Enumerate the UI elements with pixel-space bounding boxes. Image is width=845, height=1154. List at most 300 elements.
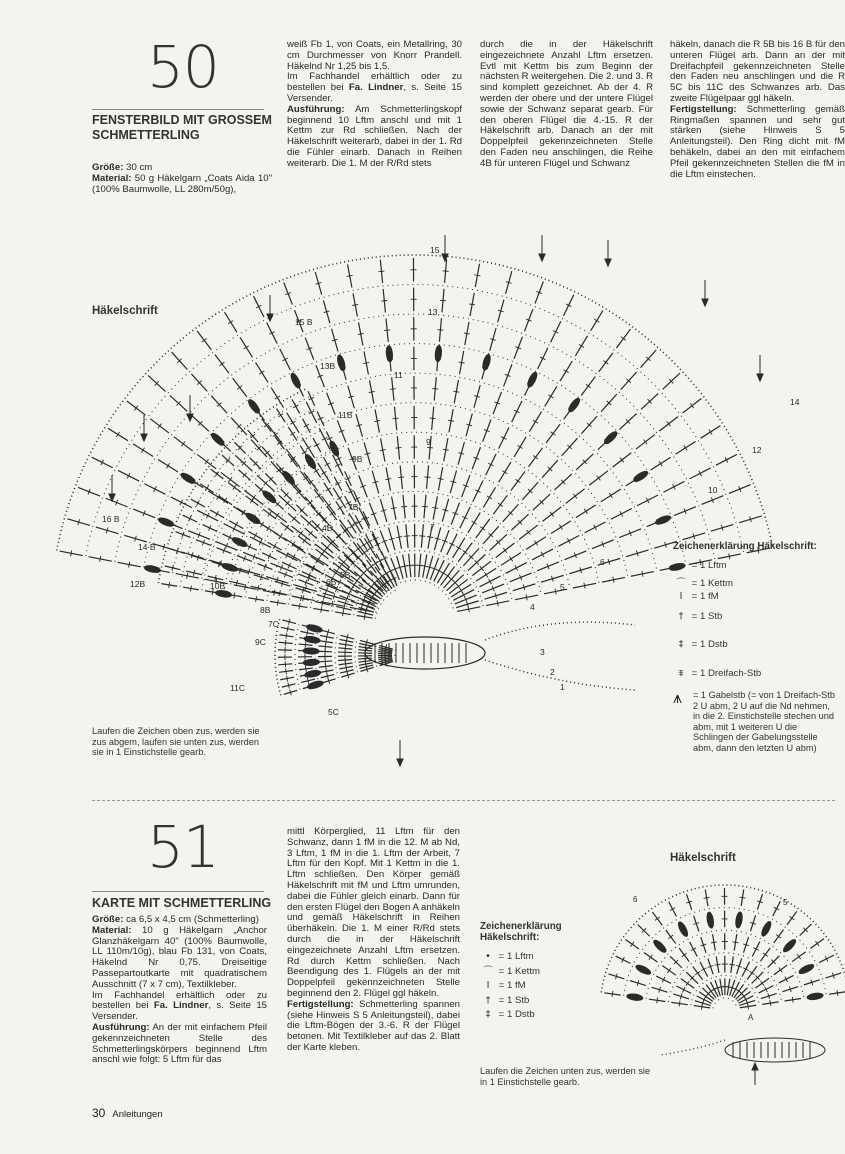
upper-wing-stitch-bar [448,420,454,421]
upper-wing-stitch-bar [709,429,712,434]
lower-wing-leaf [304,453,318,470]
small-wing-stitch-bar [667,968,670,973]
small-wing-stitch-bar [815,941,819,946]
paragraph-end: , s. Seite 15 Versender. [92,1000,268,1023]
upper-wing-stitch-bar [425,477,431,478]
upper-wing-stitch-bar [374,420,380,421]
section-name: Anleitungen [112,1109,163,1120]
size-value: 30 cm [126,162,153,173]
upper-wing-stitch-bar [401,506,407,507]
tail-stitch-bar [307,630,308,636]
upper-wing-stitch-bar [485,572,488,577]
small-wing-stitch-bar [711,942,717,943]
upper-wing-stitch-bar [430,418,436,419]
arrow-head-icon [141,434,147,441]
upper-wing-stitch-bar [100,556,101,562]
row-label: 7B [348,502,359,512]
upper-wing-leaf [210,432,226,447]
legend-text: = 1 fM [691,590,719,602]
small-wing-stitch-bar [682,953,687,957]
upper-wing-leaf [336,354,346,371]
material-text: 50 g Häkelgarn „Coats Aida 10" (100% Baumwolle, LL 280m/50g), [92,172,272,195]
upper-wing-stitch-bar [559,525,562,530]
row-label: 14 B [138,542,156,552]
small-wing-stitch-bar [695,971,700,975]
small-wing-stitch-bar [779,967,783,972]
lower-wing-leaf [261,489,277,504]
small-wing-stitch-bar [733,942,739,943]
tail-stitch-bar [285,640,286,646]
legend-item [673,590,833,603]
lower-wing-stitch-bar [352,582,355,587]
upper-wing-stitch-bar [385,479,391,480]
upper-wing-leaf [289,372,302,389]
upper-wing-stitch-bar [398,477,404,478]
lower-wing-stitch-bar [302,451,307,454]
upper-wing-leaf [158,516,175,527]
finishing-text: Schmetterling gemäß Ringmaßen spannen und sehr gut stärken (siehe Hinweis S 5 Anleitungsteil). Den Ring dicht mit fM behäkeln, dabei an den mit einfachem Pfeil gekennzeichneten Stellen die fM in die Lftm einstechen. [670,103,845,180]
symbol-triple-treble-icon: ⩨ [678,667,684,679]
lower-wing-stitch-bar [277,600,278,606]
row-label: 7 [430,522,435,532]
row-label: 2 [550,667,555,677]
tail-leaf [303,659,319,666]
arrow-head-icon [397,759,403,766]
symbol-slipstitch-icon: ⌒ [676,577,686,589]
upper-wing-leaf [632,470,649,484]
small-wing-stitch-bar [679,1001,680,1007]
upper-wing-stitch-bar [516,479,521,483]
upper-wing-stitch-bar [71,550,72,556]
lower-wing-stitch-bar [234,593,235,599]
small-wing-leaf [706,912,715,929]
upper-wing-stitch-bar [551,432,556,436]
row-label: 5C [328,707,339,717]
paragraph-end: , s. Seite 15 Versender. [287,82,463,104]
upper-wing-leaf [482,354,492,371]
paragraph: Im Fachhandel erhältlich oder zu bestellen bei [287,71,462,94]
size-value: ca 6,5 x 4,5 cm (Schmetterling) [126,914,259,925]
upper-wing-leaf [247,398,261,414]
tail-leaf [304,635,321,643]
legend-text: = 1 Stb [498,994,530,1006]
upper-wing-stitch-bar [427,536,433,537]
arrow-head-icon [187,414,193,421]
tail-stitch-bar [286,668,287,674]
small-wing-stitch-bar [631,942,634,947]
upper-wing-stitch-bar [464,333,470,334]
legend-item [480,950,600,965]
symbol-singlecrochet-icon: I [486,980,490,991]
upper-wing-stitch-bar [332,601,333,607]
row-label: 4B [322,523,333,533]
chart-note-50: Laufen die Zeichen oben zus, werden sie zus abgem, laufen sie unten zus, werden sie in 1 Einstichstelle gearb. [92,726,260,758]
upper-wing-stitch-bar [440,300,446,301]
upper-wing-stitch-bar [404,536,410,537]
supplier-name: Fa. Lindner [153,1000,209,1012]
upper-wing-stitch-bar [419,536,425,537]
row-label: 12 [752,445,762,455]
legend-item [480,965,600,980]
upper-wing-leaf [655,514,672,526]
legend-item [673,556,833,577]
title-line: SCHMETTERLING [92,128,200,142]
upper-wing-stitch-bar [363,362,369,363]
tail-stitch-bar [287,676,288,682]
upper-wing-stitch-bar [584,509,587,514]
chart-heading-50: Häkelschrift [92,305,158,317]
legend-text: = 1 Kettm [498,965,540,977]
text-column-2 [287,40,462,170]
upper-wing-stitch-bar [187,573,188,579]
row-label: 10 [708,485,718,495]
legend-item [480,994,600,1009]
text-column-2-51 [287,827,460,1054]
lower-wing-stitch-bar [356,547,361,551]
legend-text: = 1 Lftm [691,560,727,571]
small-wing-leaf [677,921,690,938]
legend-item [673,659,833,689]
upper-wing-leaf [567,397,581,413]
row-label: 10B [210,581,226,591]
material-label: Material: [92,924,132,936]
lower-wing-stitch-bar [279,534,282,539]
lower-wing-stitch-bar [369,565,374,569]
lower-wing-stitch-bar [349,525,354,528]
legend-title-line: Zeichenerklärung [480,921,562,932]
upper-wing-stitch-bar [390,389,396,390]
arrow-head-icon [752,1063,758,1070]
material-label: Material: [92,172,132,184]
arrow-head-icon [605,259,611,266]
upper-wing-stitch-bar [274,590,275,596]
execution-text: An der mit einfachem Pfeil gekennzeichneten Stelle des Schmetterlingskörpers beginnend Lftm anschl wie folgt: 5 Lftm für das [92,1021,268,1066]
title-line: FENSTERBILD MIT GROSSEM [92,113,272,127]
row-label: 5 [783,898,788,907]
small-wing-stitch-bar [763,953,768,957]
small-wing-stitch-bar [715,964,721,965]
upper-wing-stitch-bar [498,503,503,507]
upper-wing-stitch-bar [393,418,399,419]
crochet-chart-small-butterfly [605,860,835,1090]
symbol-doublecrochet-icon: † [485,994,491,1006]
small-wing-stitch-bar [789,916,794,920]
small-wing-leaf [760,920,773,937]
finishing-label: Fertigstellung: [670,103,737,115]
paragraph: weiß Fb 1, von Coats, ein Metallring, 30 cm Durchmesser von Knorr Prandell. Häkelnd Nr 1,25 bis 1,5. [287,39,462,72]
row-label: A [748,1013,754,1022]
upper-wing-stitch-bar [384,330,390,331]
upper-wing-stitch-bar [369,391,375,392]
row-label: 4 [530,602,535,612]
lower-wing-stitch-bar [330,512,335,516]
supplier-name: Fa. Lindner [348,82,404,94]
row-label: 16 B [102,514,120,524]
lower-wing-stitch-bar [314,469,319,472]
title-rule [92,891,264,892]
tail-leaf [304,669,321,678]
upper-wing-stitch-bar [443,449,449,450]
lower-wing-stitch-bar [264,423,269,427]
row-label: 6B [326,577,337,587]
chart-note-51: Laufen die Zeichen unten zus, werden sie in 1 Einstichstelle gearb. [480,1066,651,1087]
text-column-4 [670,40,845,180]
small-wing-leaf [798,963,815,976]
legend-gabel-text: = 1 Gabelstb (= von 1 Dreifach-Stb 2 U abm, 2 U auf die Nd nehmen, in die 2. Einstichstelle stechen und abm, mit 1 weiteren U die Schlingen der Gabelungsstelle abm, dann den letzten U abm) [693,690,835,753]
tail-stitch-bar [287,626,288,632]
small-wing-stitch-bar [612,991,613,997]
lower-wing-stitch-bar [205,486,208,491]
pattern-number-50: 50 [147,33,219,101]
lower-wing-stitch-bar [169,582,170,588]
row-label: 14 [790,397,800,407]
finishing-text: Schmetterling spannen (siehe Hinweis S 5 Anleitungsteil), dabei die Lftm-Bögen der 3.-6. R der Flügel betonen. Mit Textilkleber auf das 2. Blatt der Karte kleben. [287,998,460,1053]
row-label: 3 [540,647,545,657]
tail-stitch-bar [306,666,307,672]
finishing-label: Fertigstellung: [287,998,354,1010]
arrow-head-icon [757,374,763,381]
legend-list-50 [673,556,833,689]
row-label: 11C [230,683,245,693]
legend-title-51 [480,921,620,943]
size-label: Größe: [92,914,124,925]
small-wing-stitch-bar [655,917,660,921]
symbol-trebcrochet-icon: ‡ [485,1009,491,1020]
title-rule [92,109,264,110]
lower-wing-stitch-bar [342,610,343,616]
text-column-3: durch die in der Häkelschrift eingezeichnete Anzahl Lftm ersetzen. Evtl mit Kettm bis zum Beginn der nächsten R weitergehen. Die 2. und 3. R sind komplett gezeichnet. Ab der 4. R werden der obere und der untere Flügel sowie der Schwanz separat gearb. Für den oberen Flügel die 4.-15. R der Häkelschrift arb. Danach an der mit Doppelpfeil gekennzeichneten Stelle den Faden neu anschlingen, die Reihe 4B für unteren Flügel und Schwanz [480,39,653,169]
legend-text: = 1 fM [498,980,526,991]
execution-label: Ausführung: [287,103,345,115]
lower-wing-stitch-bar [321,607,322,613]
material-text: 10 g Häkelgarn „Anchor Glanzhäkelgarn 40" (100% Baumwolle, LL 110m/10g), blau Fb 131, von Coats, Häkelnd Nr 0,75. Dreiseitige Passepartoutkarte mit quadratischem Ausschnitt (7 x 7 cm), Textilkleber. [92,924,268,990]
upper-wing-stitch-bar [432,507,438,508]
upper-wing-stitch-bar [463,550,468,554]
row-label: 5B [340,570,351,580]
upper-wing-stitch-bar [474,275,480,276]
chart-heading-51: Häkelschrift [670,852,736,864]
arrow-head-icon [267,314,273,321]
legend-text: = 1 Dreifach-Stb [691,667,762,679]
upper-wing-stitch-bar [245,584,246,590]
execution-label: Ausführung: [92,1021,150,1033]
upper-wing-stitch-bar [642,571,643,577]
upper-wing-stitch-bar [659,461,662,466]
lower-wing-leaf [245,512,262,526]
section-divider [92,800,835,801]
row-label: 9 [426,437,431,447]
upper-wing-stitch-bar [395,448,401,449]
upper-wing-stitch-bar [427,447,433,448]
upper-wing-stitch-bar [534,540,537,545]
upper-wing-leaf [144,565,161,574]
lower-wing-stitch-bar [361,543,366,546]
upper-wing-stitch-bar [437,330,443,331]
upper-wing-leaf [603,430,619,445]
lower-wing-stitch-bar [317,494,322,498]
size-label: Größe: [92,162,124,173]
row-label: 6 [633,895,638,904]
upper-wing-stitch-bar [468,606,469,612]
execution-text: Am Schmetterlingskopf beginnend 10 Lftm anschl und mit 1 Kettm zur Rd schließen. Nach der Häkelschrift weiterarb, dabei in der 1. Rd die Fühler einarb. Danach in Reihen weiterarb. Die 1. M der R/Rd stets [287,103,462,169]
row-label: 9C [255,637,266,647]
legend-item [480,1008,600,1023]
upper-wing-stitch-bar [453,391,459,392]
row-label: 8B [260,605,271,615]
page-number: 30 [92,1106,106,1120]
upper-wing-stitch-bar [497,600,498,606]
upper-wing-stitch-bar [609,493,612,498]
small-antenna [660,1040,725,1055]
tail-stitch-bar [305,642,306,648]
symbol-trebcrochet-icon: ‡ [678,638,684,650]
upper-wing-stitch-bar [438,478,444,479]
upper-wing-leaf [180,472,197,486]
row-label: 13 [428,307,438,317]
legend-text: = 1 Dstb [498,1009,535,1020]
upper-wing-stitch-bar [586,384,591,388]
upper-wing-stitch-bar [347,275,353,276]
row-label: 1 [560,682,565,692]
body-outline [365,637,485,669]
tail-leaf [303,648,319,655]
upper-wing-stitch-bar [459,362,465,363]
row-label: 12B [130,579,146,589]
tail-leaf [306,623,323,633]
small-wing-stitch-bar [704,897,710,898]
legend-item [673,603,833,631]
upper-wing-stitch-bar [613,577,614,583]
legend-text: = 1 Lftm [498,951,534,962]
upper-wing-stitch-bar [381,301,387,302]
row-label: 15 B [295,317,313,327]
lower-wing-stitch-bar [338,506,343,509]
small-wing-row [601,885,845,992]
pattern-title-50 [92,113,272,143]
upper-wing-stitch-bar [391,508,397,509]
small-wing-stitch-bar [649,955,652,960]
tail-leaf [307,680,324,690]
upper-wing-stitch-bar [555,589,556,595]
upper-wing-stitch-bar [603,361,608,365]
row-label: 7C [268,619,279,629]
pattern-title-51: KARTE MIT SCHMETTERLING [92,896,272,910]
paragraph: mittl Körperglied, 11 Lftm für den Schwanz, dann 1 fM in die 12. M ab Nd, 3 Lftm, 1 fM in die 1. Lftm der Arbeit, 7 Lftm für den Kopf. Mit 1 Kettm in die 1. Lftm schließen. Den Körper gemäß Häkelschrift mit fM und Lftm umrunden, dabei die Fühler gleich einarb. Dann für den ersten Flügel den Bogen A anhäkeln und gemäß Häkelschrift in Reihen überhäkeln. Die 1. M einer R/Rd stets durch die in der Häkelschrift eingezeichnete Anzahl Lftm ersetzen. Rd durch Kettm schließen. Nach Beendigung des 1. Flügels an der mit Doppelpfeil gekennzeichneten Stelle beginnend den 2. Flügel ggl häkeln. [287,826,460,999]
row-label: 5 [560,582,565,592]
small-wing-leaf [807,992,824,1000]
lower-wing-stitch-bar [278,414,283,417]
upper-wing-stitch-bar [533,455,538,459]
small-wing-stitch-bar [776,935,781,939]
small-wing-stitch-bar [668,935,673,939]
small-wing-stitch-bar [729,964,735,965]
upper-wing-stitch-bar [396,537,402,538]
upper-wing-leaf [435,345,442,361]
row-label: 9B [352,454,363,464]
upper-wing-stitch-bar [358,333,364,334]
upper-wing-stitch-bar [422,506,428,507]
upper-wing-stitch-bar [469,304,475,305]
lower-wing-stitch-bar [290,432,295,435]
row-label: 11 [394,370,403,380]
upper-wing-stitch-bar [380,450,386,451]
upper-wing-stitch-bar [129,562,130,568]
row-label: 11B [338,410,353,420]
small-wing-leaf [652,939,668,954]
arrow-head-icon [539,254,545,261]
upper-wing-stitch-bar [352,304,358,305]
lower-wing-leaf [221,562,238,572]
upper-wing-stitch-bar [480,527,485,531]
arrow-head-icon [702,299,708,306]
paragraph: häkeln, danach die R 5B bis 16 B für den unteren Flügel arb. Dann an der mit Dreifachpfeil gekennzeichneten Stelle den Faden neu anschlingen und die R 5C bis 11C des Schwanzes arb. Das zweite Flügelpaar ggl häkeln. [670,39,845,104]
upper-wing-stitch-bar [526,594,527,600]
small-wing-stitch-bar [792,997,793,1003]
upper-wing-stitch-bar [684,445,687,450]
paragraph: Im Fachhandel erhältlich oder zu bestellen bei [92,989,267,1012]
small-wing-leaf [782,938,798,954]
small-wing-stitch-bar [770,1000,771,1006]
row-label: 6 [600,557,605,567]
small-wing-stitch-bar [748,1004,749,1010]
antenna [485,622,635,640]
tail-stitch-bar [286,633,287,639]
symbol-slipstitch-icon: ⌒ [483,965,493,977]
symbol-chain-icon: • [485,951,491,962]
lower-wing-stitch-bar [190,586,191,592]
small-wing-stitch-bar [797,954,801,959]
upper-wing-stitch-bar [509,556,512,561]
legend-title-50: Zeichenerklärung Häkelschrift: [673,541,817,552]
small-wing-stitch-bar [657,997,658,1003]
lower-wing-stitch-bar [373,562,378,565]
text-column-1 [92,163,272,195]
page-footer [92,1106,163,1120]
upper-wing-stitch-bar [584,583,585,589]
symbol-forked-stitch-icon: ⩚ [673,690,683,707]
symbol-singlecrochet-icon: I [679,590,683,602]
small-wing-leaf [635,963,652,975]
small-wing-row [713,998,737,1008]
upper-wing-leaf [526,371,538,388]
small-wing-leaf [735,912,743,929]
lower-wing-leaf [231,536,248,548]
row-label: 13B [320,361,336,371]
legend-text: = 1 Stb [691,610,723,622]
lower-wing-leaf [281,470,296,486]
small-wing-stitch-bar [686,981,689,986]
small-wing-leaf [626,993,643,1001]
lower-wing-stitch-bar [256,596,257,602]
small-wing-stitch-bar [739,897,745,898]
upper-wing-leaf [386,345,394,362]
tail-row [335,635,338,678]
legend-item [673,577,833,590]
pattern-number-51: 51 [147,813,219,881]
upper-wing-stitch-bar [378,271,384,272]
lower-wing-stitch-bar [299,603,300,609]
symbol-doublecrochet-icon: † [678,610,684,622]
row-label: 15 [430,245,440,255]
upper-wing-stitch-bar [432,389,438,390]
tail-row [355,640,358,673]
legend-list-51 [480,950,600,1023]
legend-item [673,631,833,659]
legend-text: = 1 Kettm [691,577,733,589]
upper-wing-stitch-bar [443,271,449,272]
upper-wing-stitch-bar [621,337,626,341]
small-wing-stitch-bar [837,990,838,996]
